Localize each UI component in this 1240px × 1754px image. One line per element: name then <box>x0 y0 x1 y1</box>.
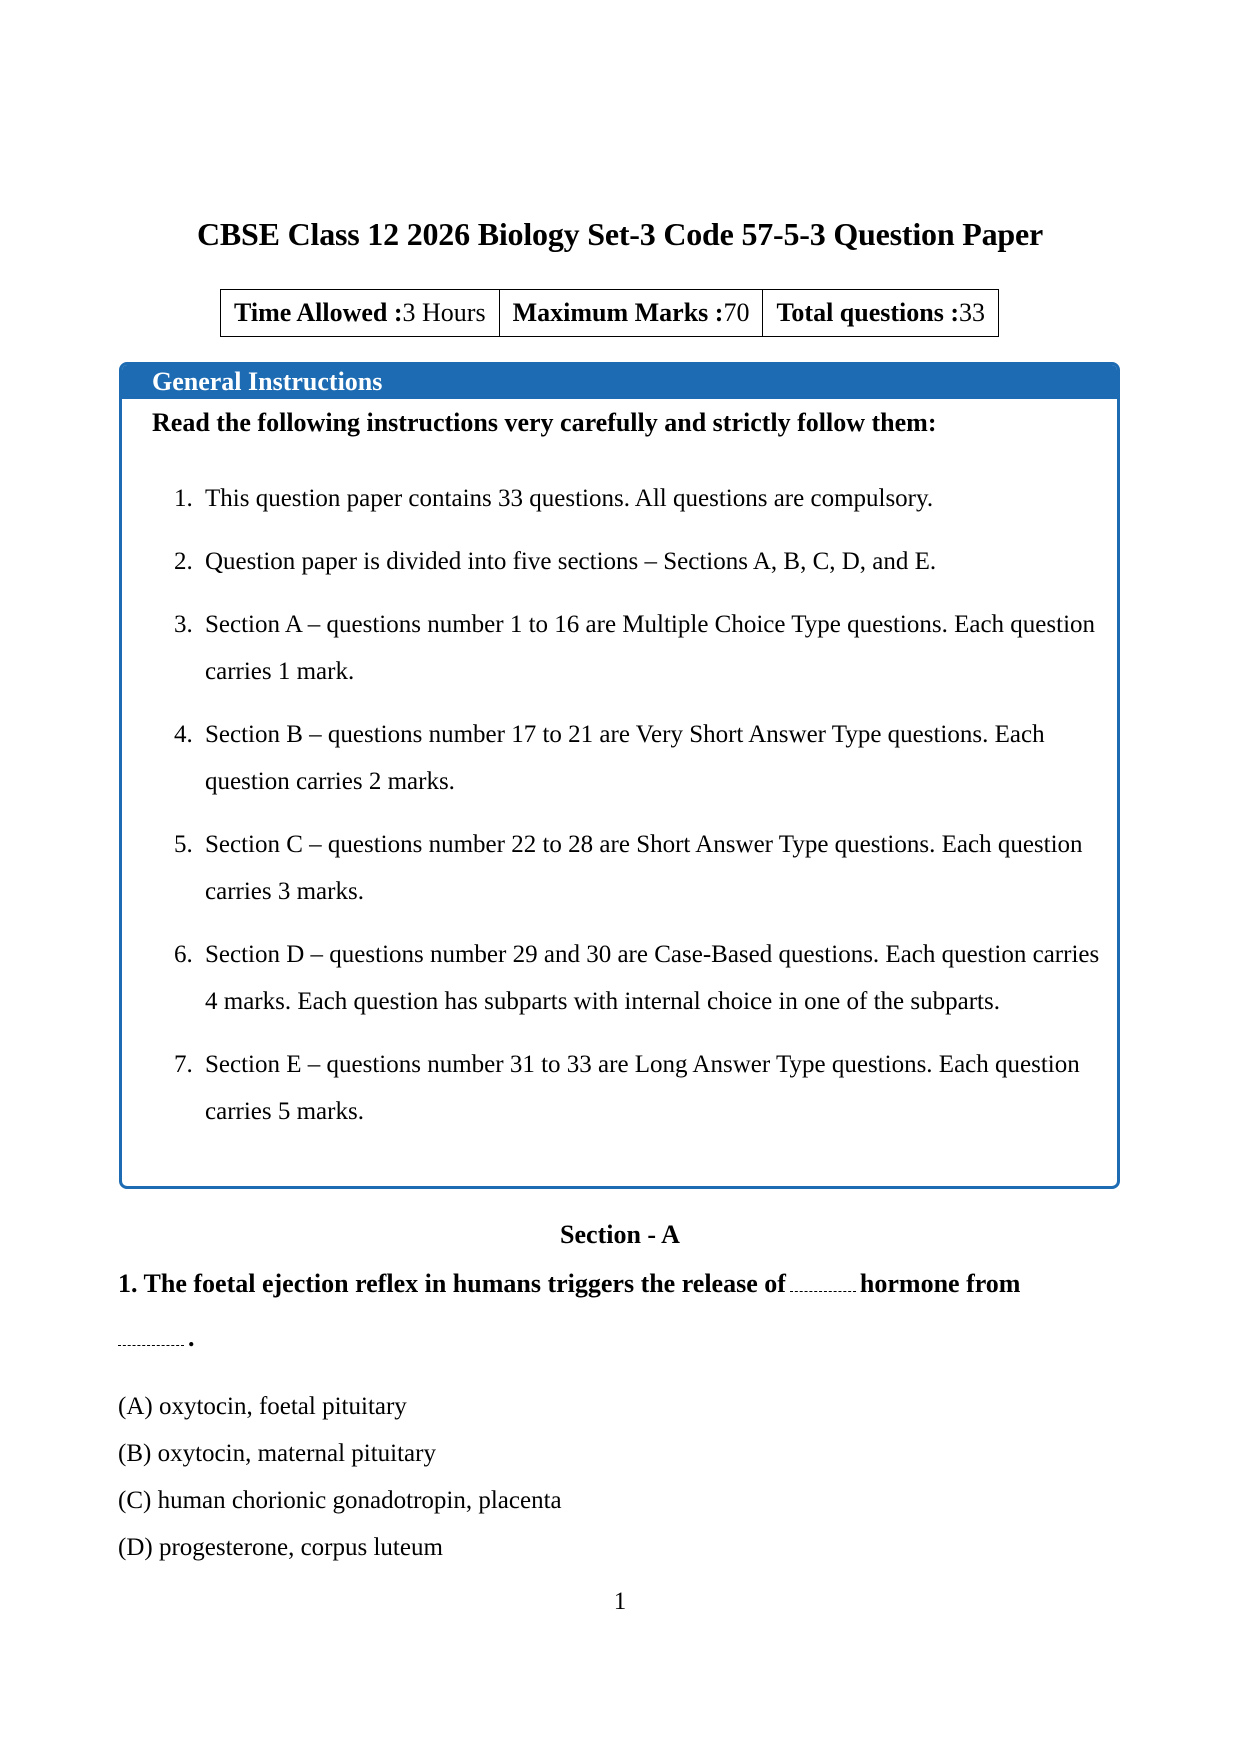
instruction-text: Section C – questions number 22 to 28 are Short Answer Type questions. Each question carries 3 marks. <box>205 831 1083 905</box>
total-questions-label: Total questions : <box>776 298 959 327</box>
instructions-lead: Read the following instructions very carefully and strictly follow them: <box>152 408 937 437</box>
total-questions-value: 33 <box>959 298 985 327</box>
instruction-text: Question paper is divided into five sections – Sections A, B, C, D, and E. <box>205 548 937 575</box>
instruction-number: 2. <box>174 548 193 575</box>
instruction-text: Section D – questions number 29 and 30 are Case-Based questions. Each question carries 4 marks. Each question has subparts with internal choice in one of the subparts. <box>205 941 1100 1015</box>
instruction-text: Section B – questions number 17 to 21 are Very Short Answer Type questions. Each question carries 2 marks. <box>205 721 1045 795</box>
page-title: CBSE Class 12 2026 Biology Set-3 Code 57-5-3 Question Paper <box>197 216 1043 252</box>
instruction-number: 7. <box>174 1051 193 1078</box>
total-questions-cell <box>763 290 999 337</box>
question-1-options <box>118 1383 562 1571</box>
instructions-list <box>122 475 1105 1151</box>
question-text-part1: The foetal ejection reflex in humans triggers the release of <box>143 1269 786 1298</box>
instruction-item-1 <box>122 475 1105 522</box>
instruction-item-2 <box>122 538 1105 585</box>
time-allowed-value: 3 Hours <box>402 298 486 327</box>
section-a-heading: Section - A <box>560 1220 680 1249</box>
time-allowed-label: Time Allowed : <box>234 298 403 327</box>
instruction-text: This question paper contains 33 questions. All questions are compulsory. <box>205 485 934 512</box>
instruction-text: Section A – questions number 1 to 16 are Multiple Choice Type questions. Each question carries 1 mark. <box>205 611 1096 685</box>
general-instructions-box <box>119 362 1120 1189</box>
time-allowed-cell <box>221 290 500 337</box>
page-number: 1 <box>613 1588 627 1615</box>
maximum-marks-label: Maximum Marks : <box>512 298 724 327</box>
instruction-item-3 <box>122 601 1105 695</box>
instruction-item-6 <box>122 931 1105 1025</box>
option-c: (C) human chorionic gonadotropin, placenta <box>118 1487 562 1514</box>
option-d: (D) progesterone, corpus luteum <box>118 1534 443 1561</box>
maximum-marks-cell <box>499 290 763 337</box>
instruction-number: 3. <box>174 611 193 638</box>
instruction-text: Section E – questions number 31 to 33 are Long Answer Type questions. Each question carries 5 marks. <box>205 1051 1080 1125</box>
answer-blank-1 <box>790 1271 856 1292</box>
question-1 <box>118 1257 1078 1365</box>
option-a: (A) oxytocin, foetal pituitary <box>118 1393 407 1420</box>
general-instructions-header: General Instructions <box>122 365 1117 399</box>
instruction-number: 6. <box>174 941 193 968</box>
instruction-number: 4. <box>174 721 193 748</box>
maximum-marks-value: 70 <box>723 298 750 327</box>
instruction-item-5 <box>122 821 1105 915</box>
exam-meta-table <box>220 289 999 337</box>
instruction-item-4 <box>122 711 1105 805</box>
question-number: 1. <box>118 1269 138 1298</box>
instruction-item-7 <box>122 1041 1105 1135</box>
answer-blank-2 <box>118 1325 184 1346</box>
question-text-part2: hormone from <box>859 1269 1021 1298</box>
option-b: (B) oxytocin, maternal pituitary <box>118 1440 436 1467</box>
instruction-number: 5. <box>174 831 193 858</box>
instruction-number: 1. <box>174 485 193 512</box>
question-text-end: . <box>188 1323 195 1352</box>
